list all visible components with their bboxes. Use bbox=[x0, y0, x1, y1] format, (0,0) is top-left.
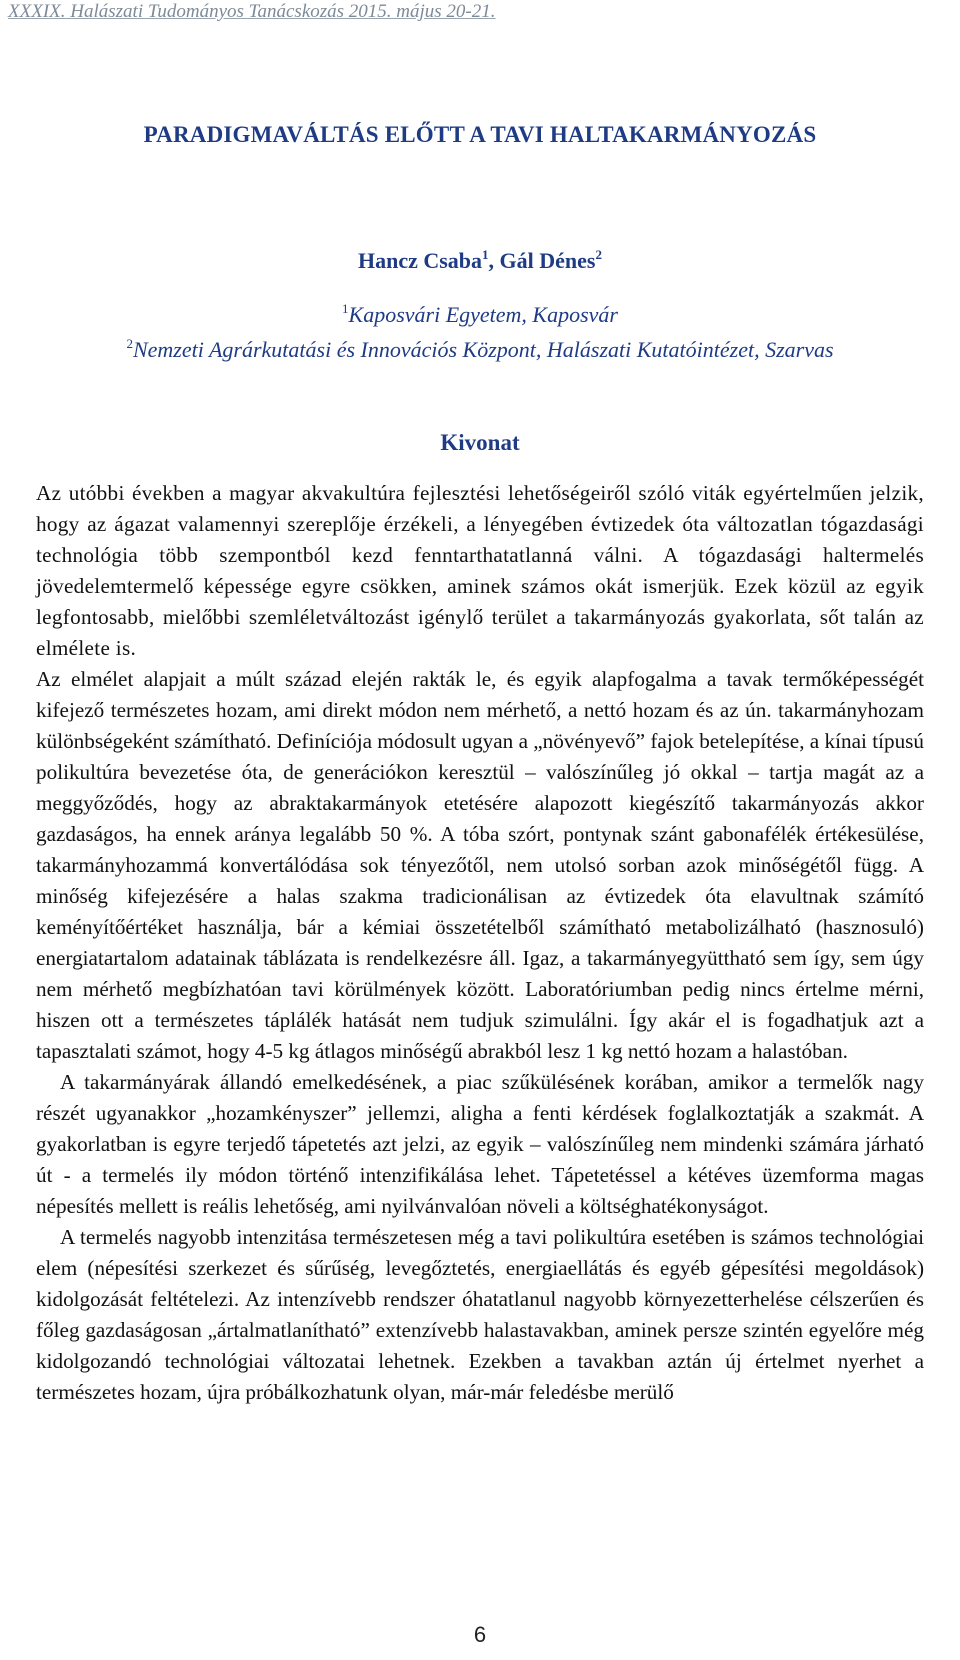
paper-title: PARADIGMAVÁLTÁS ELŐTT A TAVI HALTAKARMÁNYOZÁS bbox=[143, 122, 817, 147]
author-affiliation-mark: 1 bbox=[482, 247, 489, 262]
abstract-paragraph: A termelés nagyobb intenzitása természetesen még a tavi polikultúra esetében is számos technológiai elem (népesítési szerkezet és sűrűség, levegőztetés, energiaellátás és egyéb gépesítési megoldások) kidolgozását feltételezi. Az intenzívebb rendszer óhatatlanul nagyobb környezetterhelése célszerűen és főleg gazdaságosan „ártalmatlanítható” extenzívebb halastavakban, aminek persze szintén egyelőre még kidolgozandó technológiai változatai lehetnek. Ezekben a tavakban aztán új értelmet nyerhet a természetes hozam, újra próbálkozhatunk olyan, már-már feledésbe merülő bbox=[36, 1225, 924, 1404]
abstract-body bbox=[36, 478, 924, 1408]
affiliation bbox=[0, 336, 960, 363]
abstract-paragraph: Az elmélet alapjait a múlt század elején rakták le, és egyik alapfogalma a tavak termőképességét kifejező természetes hozam, ami direkt módon nem mérhető, a nettó hozam és az ún. takarmányhozam különbségeként számítható. Definíciója módosult ugyan a „növényevő” fajok betelepítése, a kínai típusú polikultúra bevezetése óta, de generációkon keresztül – valószínűleg jó okkal – tartja magát az a meggyőződés, hogy az abraktakarmányok etetésére alapozott kiegészítő takarmányozás akkor gazdaságos, ha ennek aránya legalább 50 %. A tóba szórt, pontynak szánt gabonafélék értékesülése, takarmányhozammá konvertálódása sok tényezőtől, nem utolsó sorban azok minőségétől függ. A minőség kifejezésére a halas szakma tradicionálisan az évtizedek óta elavultnak számító keményítőértéket használja, bár a kémiai összetételből számítható metabolizálható (hasznosuló) energiatartalom adatainak táblázata is rendelkezésre áll. Igaz, a takarmányegyüttható sem így, sem úgy nem mérhető megbízhatóan tavi körülmények között. Laboratóriumban pedig nincs értelme mérni, hiszen ott a természetes táplálék hatását nem tudjuk szimulálni. Így akár el is fogadhatjuk azt a tapasztalati számot, hogy 4-5 kg átlagos minőségű abrakból lesz 1 kg nettó hozam a halastóban. bbox=[36, 667, 924, 1063]
abstract-paragraph: Az utóbbi években a magyar akvakultúra fejlesztési lehetőségeiről szóló viták egyértelműen jelzik, hogy az ágazat valamennyi szereplője érzékeli, a lényegében évtizedek óta változatlan tógazdasági technológia több szempontból kezd fenntarthatatlanná válni. A tógazdasági haltermelés jövedelemtermelő képessége egyre csökken, aminek számos okát ismerjük. Ezek közül az egyik legfontosabb, mielőbbi szemléletváltozást igénylő terület a takarmányozás gyakorlata, sőt talán az elmélete is. bbox=[36, 481, 924, 660]
author-name: Hancz Csaba bbox=[357, 248, 483, 273]
abstract-paragraph: A takarmányárak állandó emelkedésének, a piac szűkülésének korában, amikor a termelők nagy részét ugyanakkor „hozamkényszer” jellemzi, aligha a fenti kérdések foglalkoztatják a szakmát. A gyakorlatban is egyre terjedő tápetetés azt jelzi, az egyik – valószínűleg nem mindenki számára járható út - a termelés ily módon történő intenzifikálása lehet. Tápetetéssel a kétéves üzemforma magas népesítés mellett is reális lehetőség, ami nyilvánvalóan növeli a költséghatékonyságot. bbox=[36, 1070, 924, 1218]
author-name: Gál Dénes bbox=[499, 248, 596, 273]
affiliation-text: Nemzeti Agrárkutatási és Innovációs Központ, Halászati Kutatóintézet, Szarvas bbox=[132, 337, 834, 362]
affiliation-mark: 1 bbox=[342, 301, 349, 316]
running-header: XXXIX. Halászati Tudományos Tanácskozás 2015. május 20-21. bbox=[8, 1, 496, 22]
author-affiliation-mark: 2 bbox=[595, 247, 602, 262]
affiliation-text: Kaposvári Egyetem, Kaposvár bbox=[348, 302, 618, 327]
author-separator: , bbox=[488, 248, 500, 273]
affiliation bbox=[0, 301, 960, 328]
page-number: 6 bbox=[473, 1622, 487, 1647]
abstract-heading: Kivonat bbox=[440, 430, 520, 455]
affiliation-mark: 2 bbox=[126, 336, 133, 351]
author-list bbox=[0, 247, 960, 274]
